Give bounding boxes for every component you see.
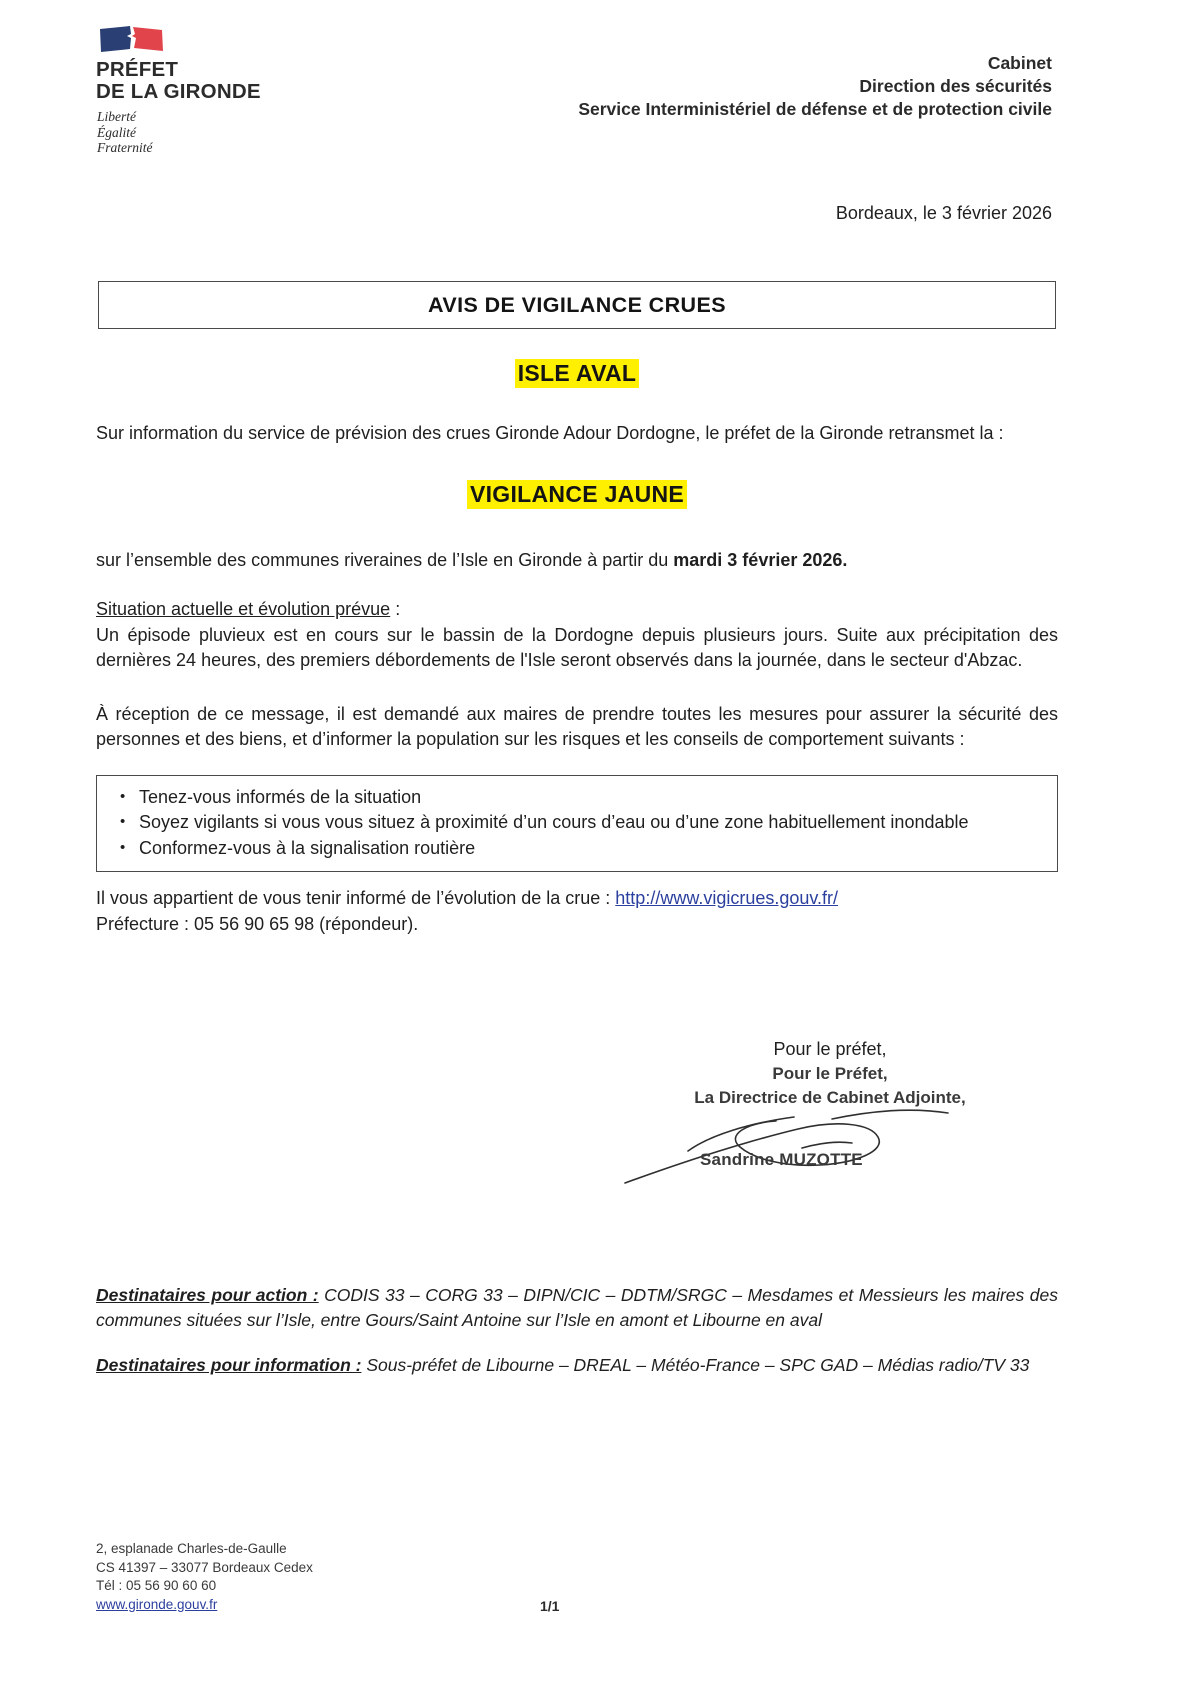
page-title: AVIS DE VIGILANCE CRUES [428,292,726,317]
intro-paragraph: Sur information du service de prévision des crues Gironde Adour Dordogne, le préfet de la Gironde retransmet la : [96,423,1004,443]
marianne-flag-icon [100,26,166,52]
prefecture-logo-block [96,26,396,156]
logo-title-line2: DE LA GIRONDE [96,80,261,103]
document-title-box [98,281,1056,329]
recipients-info [96,1353,1058,1378]
recipients-action-label: Destinataires pour action : [96,1285,319,1305]
document-footer [96,1540,796,1614]
scope-paragraph [96,548,1058,574]
vigicrues-link[interactable]: http://www.vigicrues.gouv.fr/ [615,888,839,908]
footer-phone: Tél : 05 56 90 60 60 [96,1578,217,1593]
recipients-action [96,1283,1058,1333]
situation-text: Un épisode pluvieux est en cours sur le bassin de la Dordogne depuis plusieurs jours. Suite aux précipitation des dernières 24 heures, des premiers débordements de l'Isle seront observés dans la journée, dans le secteur d'Abzac. [96,624,1058,670]
logo-title [96,59,396,103]
signature-stamp [620,1062,1040,1110]
dateline: Bordeaux, le 3 février 2026 [835,203,1052,223]
department-line-direction: Direction des sécurités [859,76,1052,96]
alert-level-highlight: VIGILANCE JAUNE [467,480,687,509]
footer-website-link[interactable]: www.gironde.gouv.fr [96,1596,218,1612]
list-item: • Soyez vigilants si vous vous situez à proximité d’un cours d’eau ou d’une zone habituellement inondable [137,810,1043,836]
footer-address-line2: CS 41397 – 33077 Bordeaux Cedex [96,1559,313,1575]
signature-block [620,1037,1040,1110]
advice-box [96,775,1058,873]
page-number: 1/1 [540,1598,560,1614]
recipients-action-text: CODIS 33 – CORG 33 – DIPN/CIC – DDTM/SRGC – Mesdames et Messieurs les maires des communes situées sur l’Isle, entre Gours/Saint Antoine sur l’Isle en amont et Libourne en aval [96,1285,1058,1330]
logo-title-line1: PRÉFET [96,58,179,81]
department-line-cabinet: Cabinet [987,53,1052,73]
list-item: • Tenez-vous informés de la situation [137,785,1043,811]
stamp-line2: La Directrice de Cabinet Adjointe, [694,1088,966,1107]
situation-heading-text: Situation actuelle et évolution prévue [96,599,391,619]
issuing-department [578,52,1052,121]
stamp-line1: Pour le Préfet, [772,1064,888,1083]
document-header [0,0,1190,175]
situation-heading-suffix: : [390,599,401,619]
republic-motto [97,109,396,156]
instruction-paragraph: À réception de ce message, il est demandé aux maires de prendre toutes les mesures pour assurer la sécurité des personnes et des biens, et d’informer la population sur les risques et les conseils de comportement suivants : [96,703,1058,749]
document-body [96,360,1058,937]
list-item: • Conformez-vous à la signalisation routière [137,836,1043,862]
scope-prefix: sur l’ensemble des communes riveraines de l’Isle en Gironde à partir du [96,549,674,570]
motto-egalite: Égalité [97,124,136,140]
advice-list [111,785,1043,862]
department-line-service: Service Interministériel de défense et de protection civile [578,99,1052,119]
motto-fraternite: Fraternité [97,140,153,155]
situation-heading [96,597,1058,623]
followup-prefix: Il vous appartient de vous tenir informé de l’évolution de la crue : [96,888,616,908]
recipients-block [96,1283,1058,1378]
motto-liberte: Liberté [97,109,136,124]
signatory-name: Sandrine MUZOTTE [700,1150,863,1169]
recipients-info-text: Sous-préfet de Libourne – DREAL – Météo-France – SPC GAD – Médias radio/TV 33 [361,1355,1030,1375]
subject-highlight: ISLE AVAL [515,359,640,388]
followup-phone: Préfecture : 05 56 90 65 98 (répondeur). [96,913,419,934]
alert-level-line [96,481,1058,508]
subject-line [96,360,1058,387]
recipients-info-label: Destinataires pour information : [96,1355,362,1375]
scope-date-bold: mardi 3 février 2026. [673,549,848,570]
followup-paragraph [96,886,1058,937]
footer-address-line1: 2, esplanade Charles-de-Gaulle [96,1541,287,1556]
signature-for-prefect: Pour le préfet, [773,1039,887,1059]
